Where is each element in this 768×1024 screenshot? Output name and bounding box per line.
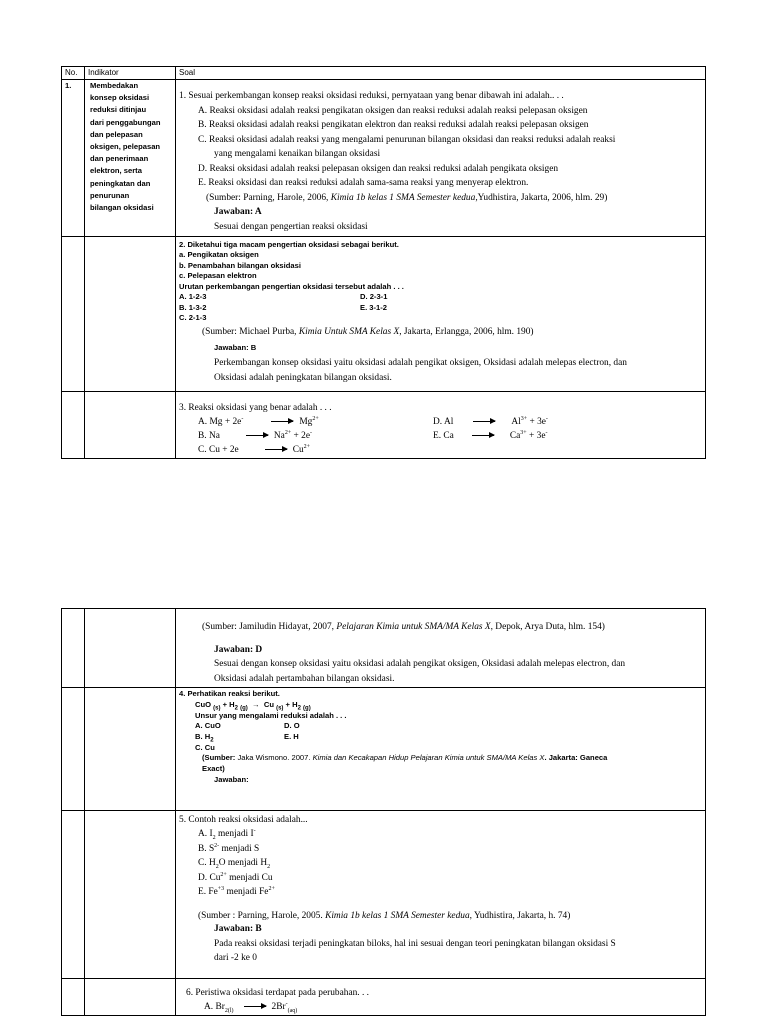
option-d: D. Reaksi oksidasi adalah reaksi pelepasan oksigen dan reaksi reduksi adalah pengikata oksigen — [198, 164, 559, 174]
option-d: D. O — [284, 721, 300, 730]
option-a: A. Mg + 2e- $Mg^{2+}$ — [198, 415, 319, 427]
question-6 — [176, 979, 706, 1016]
source-citation: (Sumber: Michael Purba, Kimia Untuk SMA Kelas X, Jakarta, Erlangga, 2006, hlm. 190) — [202, 327, 534, 337]
statement-b: b. Penambahan bilangan oksidasi — [179, 261, 301, 270]
source-citation-cont: Exact) — [202, 764, 225, 773]
table-row — [62, 392, 705, 459]
option-c: C. $H_2O$ menjadi $H_2$ — [198, 858, 271, 870]
question-table-2 — [61, 608, 706, 1016]
option-c: C. Cu — [195, 743, 215, 752]
option-a: A. $I_2$ menjadi I- — [198, 827, 256, 841]
table-row — [62, 979, 705, 1016]
answer-explanation: Sesuai dengan konsep oksidasi yaitu oksidasi adalah pengikat oksigen, Oksidasi adalah melepas electron, dan — [214, 659, 626, 669]
question-4 — [176, 688, 706, 810]
question-stem: 6. Peristiwa oksidasi terdapat pada perubahan. . . — [186, 988, 370, 998]
source-citation: (Sumber : Parning, Harole, 2005. Kimia 1b kelas 1 SMA Semester kedua, Yudhistira, Jakarta, h. 74) — [198, 911, 571, 921]
option-e: E. H — [284, 732, 299, 741]
option-a: A. Reaksi oksidasi adalah reaksi pengikatan oksigen dan reaksi reduksi adalah reaksi pelepasan oksigen — [198, 106, 588, 116]
table-row — [62, 80, 705, 237]
arrow-icon — [473, 421, 495, 422]
source-citation: (Sumber: Jamiludin Hidayat, 2007, Pelajaran Kimia untuk SMA/MA Kelas X, Depok, Arya Duta, hlm. 154) — [202, 622, 605, 632]
option-a: A. 1-2-3 — [179, 292, 207, 301]
answer-explanation-cont: dari -2 ke 0 — [214, 953, 257, 963]
statement-c: c. Pelepasan elektron — [179, 271, 257, 280]
question-3 — [176, 392, 706, 459]
option-d: D. 2-3-1 — [360, 292, 388, 301]
source-citation: (Sumber: Jaka Wismono. 2007. Kimia dan Kecakapan Hidup Pelajaran Kimia untuk SMA/MA Kelas X. Jakarta: Ganeca — [202, 753, 608, 762]
option-b: B. Na $Na^{2+} + 2e^-$ — [198, 429, 313, 441]
question-table-1 — [61, 66, 706, 459]
answer-label: Jawaban: B — [214, 343, 257, 352]
option-e: E. $Fe^{+3}$ menjadi $Fe^{2+}$ — [198, 885, 275, 897]
statement-a: a. Pengikatan oksigen — [179, 250, 259, 259]
option-b: B. 1-3-2 — [179, 303, 207, 312]
answer-explanation: Sesuai dengan pengertian reaksi oksidasi — [214, 222, 368, 232]
header-soal: Soal — [179, 68, 196, 77]
question-3-answer — [176, 609, 706, 687]
question-stem: 3. Reaksi oksidasi yang benar adalah . . . — [179, 403, 332, 413]
question-stem: 4. Perhatikan reaksi berikut. — [179, 689, 280, 698]
option-b: B. Reaksi oksidasi adalah reaksi pengikatan elektron dan reaksi reduksi adalah reaksi pelepasan oksigen — [198, 120, 589, 130]
option-d: D. $Cu^{2+}$ menjadi Cu — [198, 871, 273, 883]
option-c: C. Reaksi oksidasi adalah reaksi yang mengalami penurunan bilangan oksidasi dan reaksi reduksi adalah reaksi — [198, 135, 616, 145]
option-e: E. Ca $Ca^{3+} + 3e^-$ — [433, 429, 548, 441]
answer-label: Jawaban: B — [214, 924, 262, 934]
option-c-cont: yang mengalami kenaikan bilangan oksidasi — [214, 149, 381, 159]
option-c: C. Cu + 2e $Cu^{2+}$ — [198, 443, 311, 455]
option-e: E. 3-1-2 — [360, 303, 388, 312]
answer-explanation-cont: Oksidasi adalah peningkatan bilangan oksidasi. — [214, 373, 392, 383]
source-citation: (Sumber: Parning, Harole, 2006, Kimia 1b kelas 1 SMA Semester kedua,Yudhistira, Jakarta, 2006, hlm. 29) — [206, 193, 608, 203]
option-d: D. Al $Al^{3+} + 3e^-$ — [433, 415, 548, 427]
question-stem: 5. Contoh reaksi oksidasi adalah... — [179, 815, 308, 825]
answer-label: Jawaban: A — [214, 207, 262, 217]
option-a: A. $Br_{2(l)}$ $2Br^-_{(aq)}$ — [204, 1000, 298, 1014]
indikator-text: Membedakan konsep oksidasi reduksi ditinjau dari penggabungan dan pelepasan oksigen, pelepasan dan penerimaan elektron, serta peningkatan dan penurunan bilangan oksidasi — [90, 81, 161, 213]
header-indikator: Indikator — [88, 68, 119, 77]
question-2-answer — [176, 237, 706, 391]
question-stem: 2. Diketahui tiga macam pengertian oksidasi sebagai berikut. — [179, 240, 399, 249]
reaction-equation: CuO $_{(s)} + H_2$ $_{(g)}$ → Cu $_{(s)} + H_2$ $_{(g)}$ — [195, 700, 311, 712]
answer-label: Jawaban: D — [214, 645, 263, 655]
question-prompt: Urutan perkembangan pengertian oksidasi tersebut adalah . . . — [179, 282, 404, 291]
question-prompt: Unsur yang mengalami reduksi adalah . . . — [195, 711, 347, 720]
arrow-icon — [271, 421, 293, 422]
arrow-icon — [472, 435, 494, 436]
option-c: C. 2-1-3 — [179, 313, 207, 322]
question-1 — [176, 80, 706, 236]
answer-label: Jawaban: — [214, 775, 249, 784]
header-no: No. — [65, 68, 78, 77]
option-b: B. $S^{2-}$ menjadi S — [198, 842, 260, 854]
option-a: A. CuO — [195, 721, 221, 730]
option-e: E. Reaksi oksidasi dan reaksi reduksi adalah sama-sama reaksi yang menyerap elektron. — [198, 178, 529, 188]
table-row — [62, 688, 705, 811]
question-5 — [176, 811, 706, 978]
table-row — [62, 811, 705, 979]
arrow-icon — [244, 1006, 266, 1007]
answer-explanation: Perkembangan konsep oksidasi yaitu oksidasi adalah pengikat oksigen, Oksidasi adalah melepas electron, dan — [214, 358, 627, 368]
answer-explanation: Pada reaksi oksidasi terjadi peningkatan biloks, hal ini sesuai dengan teori peningkatan bilangan oksidasi S — [214, 939, 616, 949]
question-stem: 1. Sesuai perkembangan konsep reaksi oksidasi reduksi, pernyataan yang benar dibawah ini adalah.. . . — [179, 91, 564, 101]
row-number: 1. — [65, 81, 72, 90]
table-row — [62, 237, 705, 392]
answer-explanation-cont: Oksidasi adalah pertambahan bilangan oksidasi. — [214, 674, 395, 684]
option-b: B. $H_2$ — [195, 732, 214, 744]
arrow-icon — [265, 449, 287, 450]
table-header-row — [62, 67, 705, 80]
table-row — [62, 609, 705, 688]
arrow-icon — [246, 435, 268, 436]
